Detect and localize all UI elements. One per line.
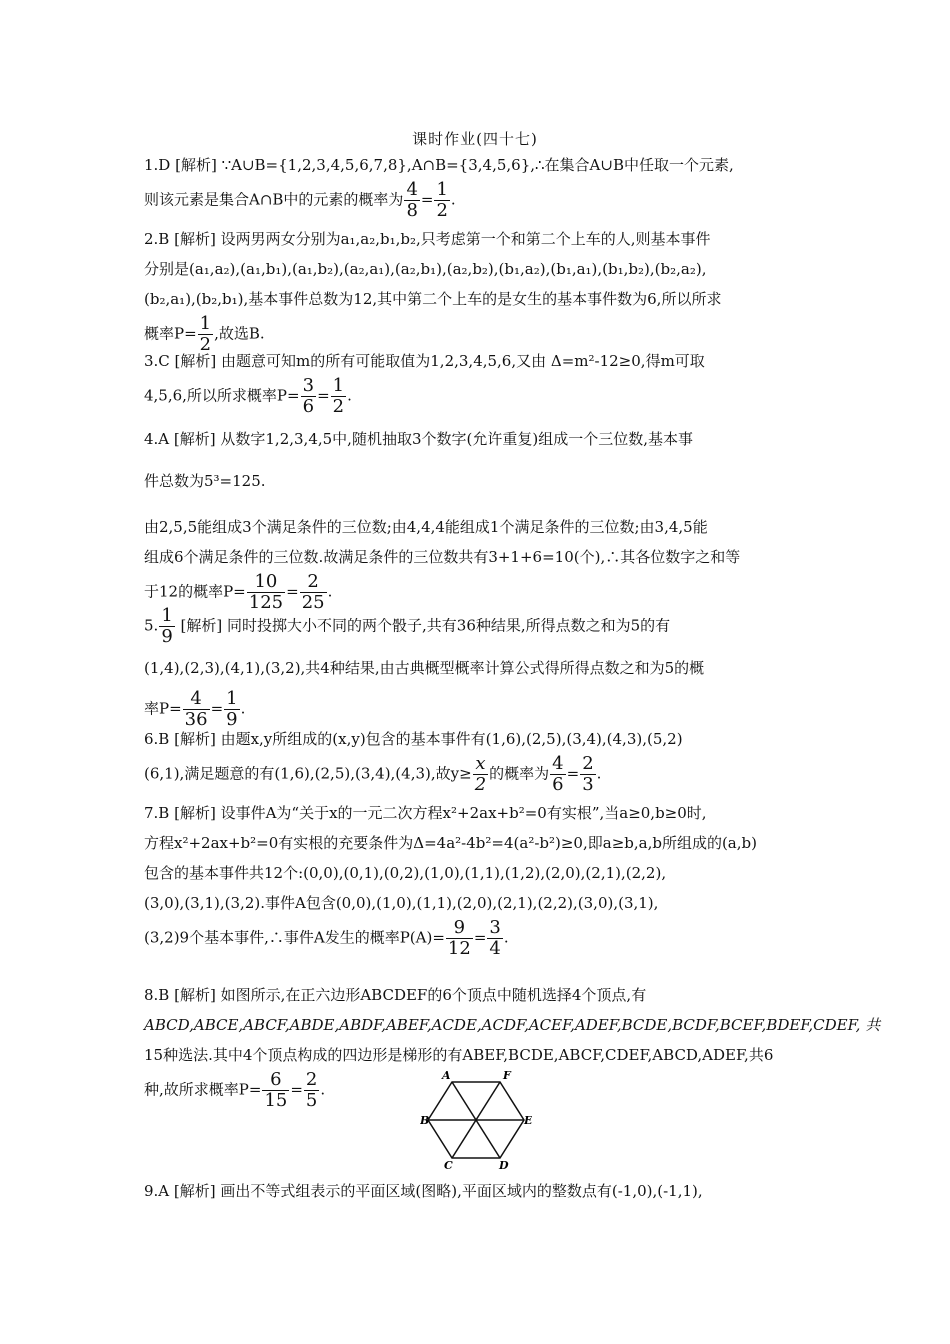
answer-7-line-4: (3,0),(3,1),(3,2).事件A包含(0,0),(1,0),(1,1),(2,0),(2,1),(2,2),(3,0),(3,1), bbox=[144, 894, 659, 912]
answer-1-line-1: 1.D [解析] ∵A∪B={1,2,3,4,5,6,7,8},A∩B={3,4,5,6},∴在集合A∪B中任取一个元素, bbox=[144, 156, 734, 174]
text: (3,2)9个基本事件,∴事件A发生的概率P(A)= bbox=[144, 928, 445, 947]
vertex-label-b: B bbox=[420, 1114, 430, 1127]
denominator: 8 bbox=[406, 200, 418, 221]
fraction bbox=[434, 180, 449, 221]
denominator: 2 bbox=[332, 396, 345, 417]
denominator: 9 bbox=[161, 626, 173, 647]
denominator: 2 bbox=[199, 334, 212, 355]
numerator: 3 bbox=[489, 917, 501, 938]
text: 于12的概率P= bbox=[144, 582, 246, 601]
vertex-label-c: C bbox=[444, 1159, 453, 1170]
page-title: 课时作业(四十七) bbox=[412, 130, 538, 148]
numerator: 3 bbox=[302, 375, 315, 396]
vertex-label-f: F bbox=[503, 1070, 511, 1082]
denominator: 5 bbox=[305, 1090, 318, 1111]
fraction bbox=[473, 754, 488, 795]
vertex-label-e: E bbox=[524, 1114, 532, 1127]
denominator: 2 bbox=[436, 200, 448, 221]
period: . bbox=[240, 699, 246, 718]
fraction bbox=[404, 180, 419, 221]
vertex-label-d: D bbox=[499, 1159, 509, 1170]
numerator: 1 bbox=[199, 313, 212, 334]
equals-sign: = bbox=[317, 386, 330, 405]
text: (6,1),满足题意的有(1,6),(2,5),(3,4),(4,3),故y≥ bbox=[144, 764, 472, 783]
period: . bbox=[503, 928, 509, 947]
answer-3 bbox=[144, 346, 808, 417]
text: 率P= bbox=[144, 699, 182, 718]
answer-6 bbox=[144, 724, 808, 795]
answer-9-line-1: 9.A [解析] 画出不等式组表示的平面区域(图略),平面区域内的整数点有(-1,0),(-1,1), bbox=[144, 1182, 703, 1200]
answer-1-line-2 bbox=[144, 180, 808, 221]
answer-8-line-2: ABCD,ABCE,ABCF,ABDE,ABDF,ABEF,ACDE,ACDF,ACEF,ADEF,BCDE,BCDF,BCEF,BDEF,CDEF, 共 bbox=[144, 1016, 881, 1034]
hexagon-figure bbox=[420, 1070, 532, 1170]
answer-4 bbox=[144, 424, 808, 613]
equals-sign: = bbox=[473, 928, 487, 947]
text: 4,5,6,所以所求概率P= bbox=[144, 386, 300, 405]
denominator: 4 bbox=[489, 938, 501, 959]
numerator: 1 bbox=[161, 605, 173, 626]
answer-8-line-1: 8.B [解析] 如图所示,在正六边形ABCDEF的6个顶点中随机选择4个顶点,有 bbox=[144, 986, 647, 1004]
numerator: 1 bbox=[436, 179, 448, 200]
fraction bbox=[262, 1070, 289, 1111]
answer-2-line-3: (b₂,a₁),(b₂,b₁),基本事件总数为12,其中第二个上车的是女生的基本事件数为6,所以所求 bbox=[144, 290, 722, 308]
answer-4-line-3: 由2,5,5能组成3个满足条件的三位数;由4,4,4能组成1个满足条件的三位数;由3,4,5能 bbox=[144, 518, 708, 536]
answer-3-line-2 bbox=[144, 376, 808, 417]
denominator: 12 bbox=[447, 938, 471, 959]
equals-sign: = bbox=[420, 190, 434, 209]
answer-5-line-2: (1,4),(2,3),(4,1),(3,2),共4种结果,由古典概型概率计算公式得所得点数之和为5的概 bbox=[144, 659, 705, 677]
numerator: 4 bbox=[183, 689, 210, 710]
denominator: 9 bbox=[226, 709, 238, 730]
text: 5. bbox=[144, 616, 159, 635]
text: 则该元素是集合A∩B中的元素的概率为 bbox=[144, 190, 404, 209]
denominator: 15 bbox=[264, 1090, 288, 1111]
denominator: 36 bbox=[184, 709, 208, 730]
numerator: 9 bbox=[446, 918, 473, 939]
period: . bbox=[327, 582, 333, 601]
denominator: 125 bbox=[248, 592, 284, 613]
equals-sign: = bbox=[566, 764, 580, 783]
denominator: 6 bbox=[552, 774, 564, 795]
vertex-label-a: A bbox=[442, 1070, 451, 1082]
denominator: 2 bbox=[474, 774, 487, 795]
fraction bbox=[487, 918, 502, 959]
numerator: 1 bbox=[332, 375, 345, 396]
answer-4-line-4: 组成6个满足条件的三位数.故满足条件的三位数共有3+1+6=10(个),∴其各位数字之和等 bbox=[144, 548, 741, 566]
numerator: 2 bbox=[300, 572, 327, 593]
text: [解析] 同时投掷大小不同的两个骰子,共有36种结果,所得点数之和为5的有 bbox=[175, 616, 671, 635]
equals-sign: = bbox=[210, 699, 224, 718]
fraction bbox=[550, 754, 565, 795]
fraction bbox=[446, 918, 473, 959]
period: . bbox=[450, 190, 456, 209]
answer-5-line-1 bbox=[144, 606, 808, 647]
denominator: 25 bbox=[301, 592, 325, 613]
period: . bbox=[596, 764, 602, 783]
numerator: 6 bbox=[262, 1070, 289, 1091]
denominator: 3 bbox=[582, 774, 594, 795]
denominator: 6 bbox=[302, 396, 315, 417]
answer-2 bbox=[144, 224, 808, 355]
fraction bbox=[331, 376, 346, 417]
answer-7-line-5 bbox=[144, 918, 808, 959]
answer-4-line-1: 4.A [解析] 从数字1,2,3,4,5中,随机抽取3个数字(允许重复)组成一个三位数,基本事 bbox=[144, 430, 693, 448]
numerator: 1 bbox=[226, 688, 238, 709]
period: . bbox=[320, 1080, 326, 1099]
fraction bbox=[304, 1070, 319, 1111]
answer-4-line-2: 件总数为5³=125. bbox=[144, 472, 266, 490]
answer-7-line-3: 包含的基本事件共12个:(0,0),(0,1),(0,2),(1,0),(1,1),(1,2),(2,0),(2,1),(2,2), bbox=[144, 864, 667, 882]
hexagon-diagram bbox=[420, 1070, 532, 1170]
answer-5 bbox=[144, 606, 808, 730]
text: 概率P= bbox=[144, 324, 197, 343]
fraction bbox=[301, 376, 316, 417]
numerator: x bbox=[473, 754, 488, 775]
numerator: 4 bbox=[406, 179, 418, 200]
numerator: 10 bbox=[247, 572, 285, 593]
text: 种,故所求概率P= bbox=[144, 1080, 262, 1099]
answer-2-line-1: 2.B [解析] 设两男两女分别为a₁,a₂,b₁,b₂,只考虑第一个和第二个上车的人,则基本事件 bbox=[144, 230, 711, 248]
numerator: 2 bbox=[305, 1069, 318, 1090]
text: ,故选B. bbox=[214, 324, 265, 343]
fraction bbox=[159, 606, 174, 647]
answer-7-line-2: 方程x²+2ax+b²=0有实根的充要条件为Δ=4a²-4b²=4(a²-b²)≥0,即a≥b,a,b所组成的(a,b) bbox=[144, 834, 757, 852]
answer-9 bbox=[144, 1176, 808, 1206]
answer-8-line-3: 15种选法.其中4个顶点构成的四边形是梯形的有ABEF,BCDE,ABCF,CDEF,ABCD,ADEF,共6 bbox=[144, 1046, 774, 1064]
fraction bbox=[580, 754, 595, 795]
equals-sign: = bbox=[286, 582, 299, 601]
period: . bbox=[347, 386, 352, 405]
text: 的概率为 bbox=[489, 764, 550, 783]
answer-2-line-2: 分别是(a₁,a₂),(a₁,b₁),(a₁,b₂),(a₂,a₁),(a₂,b₁),(a₂,b₂),(b₁,a₂),(b₁,a₁),(b₁,b₂),(b₂,a₂), bbox=[144, 260, 707, 278]
equals-sign: = bbox=[290, 1080, 303, 1099]
answer-7-line-1: 7.B [解析] 设事件A为“关于x的一元二次方程x²+2ax+b²=0有实根”,当a≥0,b≥0时, bbox=[144, 804, 707, 822]
answer-1 bbox=[144, 150, 808, 221]
answer-6-line-2 bbox=[144, 754, 808, 795]
answer-6-line-1: 6.B [解析] 由题x,y所组成的(x,y)包含的基本事件有(1,6),(2,5),(3,4),(4,3),(5,2) bbox=[144, 730, 683, 748]
answer-7 bbox=[144, 798, 808, 959]
answer-3-line-1: 3.C [解析] 由题意可知m的所有可能取值为1,2,3,4,5,6,又由 Δ=m²-12≥0,得m可取 bbox=[144, 352, 705, 370]
numerator: 4 bbox=[552, 753, 564, 774]
numerator: 2 bbox=[582, 753, 594, 774]
